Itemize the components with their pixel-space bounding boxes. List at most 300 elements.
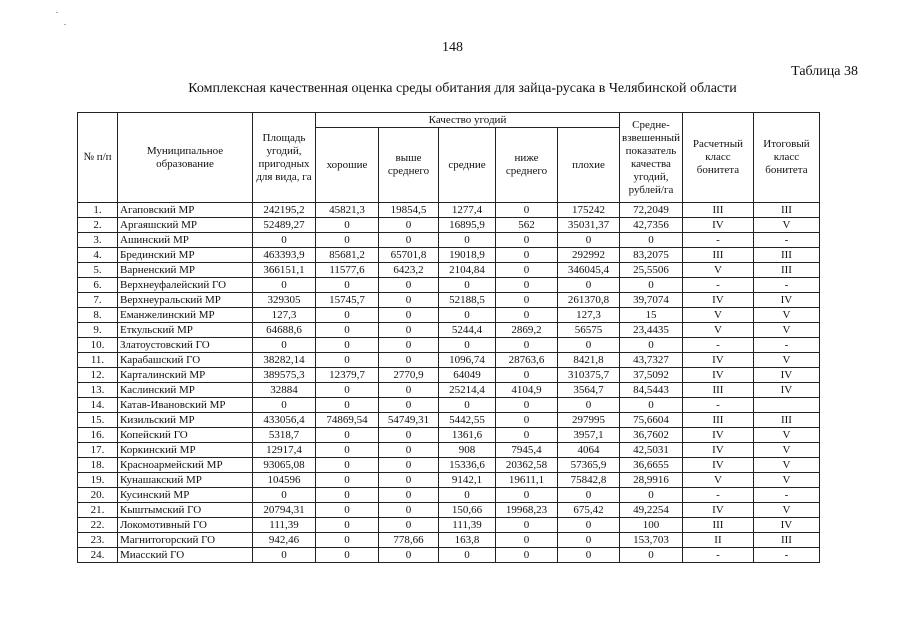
table-row <box>78 518 820 533</box>
cell-average: 0 <box>439 338 496 353</box>
cell-poor: 75842,8 <box>558 473 620 488</box>
table-number: Таблица 38 <box>791 64 858 79</box>
cell-municipality: Верхнеуфалейский ГО <box>118 278 253 293</box>
cell-calc-class: III <box>682 203 753 218</box>
cell-final-class: IV <box>753 293 819 308</box>
cell-weighted: 0 <box>620 338 683 353</box>
cell-poor: 3564,7 <box>558 383 620 398</box>
col-header-num: № п/п <box>78 113 118 203</box>
cell-good: 0 <box>316 218 379 233</box>
cell-num: 4. <box>78 248 118 263</box>
cell-good: 0 <box>316 488 379 503</box>
cell-weighted: 72,2049 <box>620 203 683 218</box>
cell-above-avg: 0 <box>379 353 439 368</box>
cell-above-avg: 0 <box>379 428 439 443</box>
cell-municipality: Кизильский МР <box>118 413 253 428</box>
cell-municipality: Катав-Ивановский МР <box>118 398 253 413</box>
cell-weighted: 0 <box>620 233 683 248</box>
cell-below-avg: 0 <box>496 308 558 323</box>
table-row <box>78 248 820 263</box>
cell-below-avg: 0 <box>496 278 558 293</box>
cell-poor: 57365,9 <box>558 458 620 473</box>
cell-final-class: IV <box>753 383 819 398</box>
cell-below-avg: 0 <box>496 368 558 383</box>
cell-good: 0 <box>316 473 379 488</box>
table-row <box>78 218 820 233</box>
cell-num: 3. <box>78 233 118 248</box>
cell-weighted: 75,6604 <box>620 413 683 428</box>
cell-calc-class: IV <box>682 503 753 518</box>
cell-good: 0 <box>316 353 379 368</box>
cell-below-avg: 0 <box>496 488 558 503</box>
cell-good: 12379,7 <box>316 368 379 383</box>
cell-num: 19. <box>78 473 118 488</box>
cell-weighted: 15 <box>620 308 683 323</box>
col-header-weighted: Средне-взвешенный показатель качества угодий, рублей/га <box>620 113 683 203</box>
cell-good: 85681,2 <box>316 248 379 263</box>
cell-good: 0 <box>316 428 379 443</box>
col-header-below-avg: ниже среднего <box>496 128 558 203</box>
cell-below-avg: 4104,9 <box>496 383 558 398</box>
cell-above-avg: 0 <box>379 518 439 533</box>
cell-average: 2104,84 <box>439 263 496 278</box>
col-header-area: Площадь угодий, пригодных для вида, га <box>253 113 316 203</box>
cell-below-avg: 0 <box>496 233 558 248</box>
table-row <box>78 413 820 428</box>
cell-municipality: Магнитогорский ГО <box>118 533 253 548</box>
cell-good: 0 <box>316 338 379 353</box>
cell-below-avg: 28763,6 <box>496 353 558 368</box>
cell-below-avg: 0 <box>496 263 558 278</box>
cell-calc-class: - <box>682 338 753 353</box>
cell-average: 0 <box>439 548 496 563</box>
cell-average: 1096,74 <box>439 353 496 368</box>
cell-below-avg: 19611,1 <box>496 473 558 488</box>
cell-area: 242195,2 <box>253 203 316 218</box>
cell-average: 9142,1 <box>439 473 496 488</box>
cell-num: 8. <box>78 308 118 323</box>
cell-poor: 0 <box>558 518 620 533</box>
cell-area: 64688,6 <box>253 323 316 338</box>
col-header-average: средние <box>439 128 496 203</box>
cell-above-avg: 0 <box>379 338 439 353</box>
cell-area: 366151,1 <box>253 263 316 278</box>
cell-municipality: Агаповский МР <box>118 203 253 218</box>
table-row <box>78 548 820 563</box>
cell-average: 0 <box>439 398 496 413</box>
cell-good: 0 <box>316 548 379 563</box>
table-row <box>78 473 820 488</box>
cell-below-avg: 0 <box>496 413 558 428</box>
table-row <box>78 428 820 443</box>
cell-weighted: 43,7327 <box>620 353 683 368</box>
cell-municipality: Еткульский МР <box>118 323 253 338</box>
cell-municipality: Карабашский ГО <box>118 353 253 368</box>
cell-above-avg: 6423,2 <box>379 263 439 278</box>
cell-poor: 0 <box>558 533 620 548</box>
cell-average: 0 <box>439 278 496 293</box>
cell-area: 38282,14 <box>253 353 316 368</box>
cell-num: 22. <box>78 518 118 533</box>
cell-num: 18. <box>78 458 118 473</box>
cell-poor: 297995 <box>558 413 620 428</box>
col-header-good: хорошие <box>316 128 379 203</box>
cell-weighted: 28,9916 <box>620 473 683 488</box>
table-row <box>78 233 820 248</box>
cell-area: 93065,08 <box>253 458 316 473</box>
bonitet-table <box>77 112 820 563</box>
cell-below-avg: 20362,58 <box>496 458 558 473</box>
cell-calc-class: - <box>682 548 753 563</box>
cell-above-avg: 0 <box>379 488 439 503</box>
cell-average: 163,8 <box>439 533 496 548</box>
cell-calc-class: IV <box>682 443 753 458</box>
cell-poor: 0 <box>558 278 620 293</box>
cell-area: 12917,4 <box>253 443 316 458</box>
col-header-calc-class: Расчетный класс бонитета <box>682 113 753 203</box>
cell-calc-class: III <box>682 413 753 428</box>
cell-good: 0 <box>316 518 379 533</box>
cell-average: 908 <box>439 443 496 458</box>
cell-weighted: 42,7356 <box>620 218 683 233</box>
cell-poor: 0 <box>558 338 620 353</box>
cell-good: 45821,3 <box>316 203 379 218</box>
cell-area: 0 <box>253 488 316 503</box>
scan-speck <box>56 12 58 13</box>
table-row <box>78 368 820 383</box>
cell-area: 0 <box>253 233 316 248</box>
table-row <box>78 278 820 293</box>
cell-weighted: 23,4435 <box>620 323 683 338</box>
cell-below-avg: 0 <box>496 548 558 563</box>
cell-weighted: 0 <box>620 548 683 563</box>
cell-weighted: 84,5443 <box>620 383 683 398</box>
table-row <box>78 488 820 503</box>
cell-municipality: Карталинский МР <box>118 368 253 383</box>
cell-municipality: Златоустовский ГО <box>118 338 253 353</box>
cell-above-avg: 0 <box>379 473 439 488</box>
cell-area: 433056,4 <box>253 413 316 428</box>
table-row <box>78 203 820 218</box>
cell-good: 74869,54 <box>316 413 379 428</box>
cell-num: 11. <box>78 353 118 368</box>
cell-good: 0 <box>316 533 379 548</box>
cell-above-avg: 778,66 <box>379 533 439 548</box>
cell-final-class: V <box>753 443 819 458</box>
cell-good: 0 <box>316 323 379 338</box>
cell-num: 21. <box>78 503 118 518</box>
cell-average: 52188,5 <box>439 293 496 308</box>
cell-municipality: Аргаяшский МР <box>118 218 253 233</box>
cell-area: 0 <box>253 548 316 563</box>
cell-good: 0 <box>316 458 379 473</box>
cell-final-class: V <box>753 353 819 368</box>
cell-calc-class: - <box>682 398 753 413</box>
cell-area: 52489,27 <box>253 218 316 233</box>
cell-area: 389575,3 <box>253 368 316 383</box>
cell-average: 5442,55 <box>439 413 496 428</box>
cell-below-avg: 0 <box>496 398 558 413</box>
cell-above-avg: 65701,8 <box>379 248 439 263</box>
col-header-poor: плохие <box>558 128 620 203</box>
cell-poor: 56575 <box>558 323 620 338</box>
cell-calc-class: III <box>682 383 753 398</box>
cell-good: 15745,7 <box>316 293 379 308</box>
cell-final-class: V <box>753 323 819 338</box>
table-row <box>78 338 820 353</box>
cell-good: 0 <box>316 278 379 293</box>
cell-below-avg: 0 <box>496 293 558 308</box>
cell-above-avg: 0 <box>379 548 439 563</box>
table-row <box>78 533 820 548</box>
cell-num: 9. <box>78 323 118 338</box>
cell-weighted: 36,7602 <box>620 428 683 443</box>
cell-weighted: 0 <box>620 398 683 413</box>
cell-above-avg: 0 <box>379 293 439 308</box>
table-row <box>78 458 820 473</box>
cell-weighted: 36,6655 <box>620 458 683 473</box>
cell-num: 1. <box>78 203 118 218</box>
col-header-quality-group: Качество угодий <box>316 113 620 128</box>
cell-municipality: Копейский ГО <box>118 428 253 443</box>
col-header-final-class: Итоговый класс бонитета <box>753 113 819 203</box>
cell-calc-class: III <box>682 248 753 263</box>
cell-below-avg: 7945,4 <box>496 443 558 458</box>
cell-area: 111,39 <box>253 518 316 533</box>
cell-average: 1361,6 <box>439 428 496 443</box>
cell-final-class: - <box>753 233 819 248</box>
cell-above-avg: 0 <box>379 323 439 338</box>
table-row <box>78 293 820 308</box>
cell-municipality: Миасский ГО <box>118 548 253 563</box>
cell-final-class: V <box>753 473 819 488</box>
cell-num: 10. <box>78 338 118 353</box>
cell-num: 24. <box>78 548 118 563</box>
cell-average: 111,39 <box>439 518 496 533</box>
table-row <box>78 398 820 413</box>
cell-num: 6. <box>78 278 118 293</box>
cell-final-class: IV <box>753 518 819 533</box>
cell-final-class: - <box>753 278 819 293</box>
cell-poor: 0 <box>558 233 620 248</box>
cell-final-class: V <box>753 428 819 443</box>
cell-good: 0 <box>316 308 379 323</box>
cell-above-avg: 54749,31 <box>379 413 439 428</box>
cell-calc-class: IV <box>682 293 753 308</box>
cell-final-class: V <box>753 503 819 518</box>
cell-area: 32884 <box>253 383 316 398</box>
cell-calc-class: - <box>682 488 753 503</box>
cell-below-avg: 0 <box>496 248 558 263</box>
cell-final-class: - <box>753 548 819 563</box>
cell-num: 17. <box>78 443 118 458</box>
cell-average: 1277,4 <box>439 203 496 218</box>
page-number: 148 <box>442 40 463 55</box>
cell-municipality: Кунашакский МР <box>118 473 253 488</box>
cell-calc-class: III <box>682 518 753 533</box>
cell-average: 15336,6 <box>439 458 496 473</box>
cell-final-class: IV <box>753 368 819 383</box>
cell-calc-class: - <box>682 278 753 293</box>
cell-good: 0 <box>316 383 379 398</box>
cell-num: 12. <box>78 368 118 383</box>
cell-area: 5318,7 <box>253 428 316 443</box>
cell-area: 463393,9 <box>253 248 316 263</box>
cell-final-class: V <box>753 308 819 323</box>
cell-num: 7. <box>78 293 118 308</box>
cell-area: 942,46 <box>253 533 316 548</box>
cell-below-avg: 562 <box>496 218 558 233</box>
cell-num: 16. <box>78 428 118 443</box>
cell-above-avg: 0 <box>379 503 439 518</box>
cell-below-avg: 0 <box>496 338 558 353</box>
cell-municipality: Красноармейский МР <box>118 458 253 473</box>
cell-poor: 675,42 <box>558 503 620 518</box>
table-row <box>78 503 820 518</box>
cell-average: 0 <box>439 488 496 503</box>
cell-good: 0 <box>316 398 379 413</box>
cell-num: 15. <box>78 413 118 428</box>
cell-good: 11577,6 <box>316 263 379 278</box>
cell-area: 20794,31 <box>253 503 316 518</box>
table-row <box>78 263 820 278</box>
cell-above-avg: 0 <box>379 398 439 413</box>
table-row <box>78 323 820 338</box>
cell-calc-class: IV <box>682 368 753 383</box>
table-row <box>78 308 820 323</box>
cell-municipality: Локомотивный ГО <box>118 518 253 533</box>
cell-above-avg: 0 <box>379 308 439 323</box>
cell-municipality: Коркинский МР <box>118 443 253 458</box>
cell-average: 25214,4 <box>439 383 496 398</box>
cell-poor: 35031,37 <box>558 218 620 233</box>
table-body <box>78 203 820 563</box>
cell-good: 0 <box>316 443 379 458</box>
cell-final-class: V <box>753 458 819 473</box>
cell-weighted: 42,5031 <box>620 443 683 458</box>
cell-average: 19018,9 <box>439 248 496 263</box>
cell-good: 0 <box>316 503 379 518</box>
cell-final-class: V <box>753 218 819 233</box>
cell-municipality: Каслинский МР <box>118 383 253 398</box>
cell-average: 5244,4 <box>439 323 496 338</box>
cell-poor: 4064 <box>558 443 620 458</box>
cell-calc-class: V <box>682 308 753 323</box>
cell-below-avg: 19968,23 <box>496 503 558 518</box>
cell-area: 127,3 <box>253 308 316 323</box>
cell-average: 150,66 <box>439 503 496 518</box>
cell-weighted: 37,5092 <box>620 368 683 383</box>
cell-final-class: III <box>753 263 819 278</box>
cell-poor: 3957,1 <box>558 428 620 443</box>
cell-above-avg: 0 <box>379 383 439 398</box>
cell-poor: 175242 <box>558 203 620 218</box>
cell-municipality: Варненский МР <box>118 263 253 278</box>
cell-above-avg: 19854,5 <box>379 203 439 218</box>
cell-weighted: 49,2254 <box>620 503 683 518</box>
cell-below-avg: 2869,2 <box>496 323 558 338</box>
cell-weighted: 25,5506 <box>620 263 683 278</box>
cell-calc-class: V <box>682 323 753 338</box>
cell-final-class: III <box>753 248 819 263</box>
cell-good: 0 <box>316 233 379 248</box>
cell-poor: 8421,8 <box>558 353 620 368</box>
cell-calc-class: IV <box>682 458 753 473</box>
cell-poor: 261370,8 <box>558 293 620 308</box>
cell-final-class: III <box>753 533 819 548</box>
cell-below-avg: 0 <box>496 533 558 548</box>
cell-above-avg: 0 <box>379 458 439 473</box>
document-title: Комплексная качественная оценка среды обитания для зайца-русака в Челябинской области <box>188 81 737 96</box>
cell-area: 0 <box>253 278 316 293</box>
cell-calc-class: IV <box>682 428 753 443</box>
table-row <box>78 383 820 398</box>
cell-weighted: 83,2075 <box>620 248 683 263</box>
cell-poor: 0 <box>558 398 620 413</box>
cell-below-avg: 0 <box>496 203 558 218</box>
cell-poor: 127,3 <box>558 308 620 323</box>
cell-poor: 310375,7 <box>558 368 620 383</box>
cell-final-class: III <box>753 413 819 428</box>
cell-final-class: III <box>753 203 819 218</box>
cell-calc-class: V <box>682 473 753 488</box>
cell-above-avg: 0 <box>379 218 439 233</box>
cell-municipality: Ашинский МР <box>118 233 253 248</box>
cell-poor: 292992 <box>558 248 620 263</box>
cell-calc-class: IV <box>682 353 753 368</box>
cell-num: 20. <box>78 488 118 503</box>
cell-final-class: - <box>753 338 819 353</box>
cell-below-avg: 0 <box>496 518 558 533</box>
cell-num: 2. <box>78 218 118 233</box>
cell-municipality: Кусинский МР <box>118 488 253 503</box>
cell-poor: 346045,4 <box>558 263 620 278</box>
cell-area: 0 <box>253 338 316 353</box>
cell-average: 0 <box>439 308 496 323</box>
cell-calc-class: V <box>682 263 753 278</box>
cell-weighted: 153,703 <box>620 533 683 548</box>
cell-calc-class: - <box>682 233 753 248</box>
col-header-municipality: Муниципальное образование <box>118 113 253 203</box>
cell-weighted: 0 <box>620 488 683 503</box>
cell-poor: 0 <box>558 548 620 563</box>
cell-final-class <box>753 398 819 413</box>
cell-average: 0 <box>439 233 496 248</box>
cell-weighted: 0 <box>620 278 683 293</box>
cell-average: 16895,9 <box>439 218 496 233</box>
cell-area: 0 <box>253 398 316 413</box>
cell-municipality: Верхнеуральский МР <box>118 293 253 308</box>
cell-above-avg: 2770,9 <box>379 368 439 383</box>
cell-num: 23. <box>78 533 118 548</box>
cell-above-avg: 0 <box>379 233 439 248</box>
cell-num: 13. <box>78 383 118 398</box>
cell-weighted: 39,7074 <box>620 293 683 308</box>
cell-average: 64049 <box>439 368 496 383</box>
col-header-above-avg: выше среднего <box>379 128 439 203</box>
cell-below-avg: 0 <box>496 428 558 443</box>
cell-num: 14. <box>78 398 118 413</box>
cell-area: 329305 <box>253 293 316 308</box>
scan-speck <box>64 24 66 25</box>
cell-weighted: 100 <box>620 518 683 533</box>
cell-municipality: Еманжелинский МР <box>118 308 253 323</box>
cell-above-avg: 0 <box>379 443 439 458</box>
cell-final-class: - <box>753 488 819 503</box>
cell-poor: 0 <box>558 488 620 503</box>
cell-municipality: Кыштымский ГО <box>118 503 253 518</box>
table-row <box>78 443 820 458</box>
